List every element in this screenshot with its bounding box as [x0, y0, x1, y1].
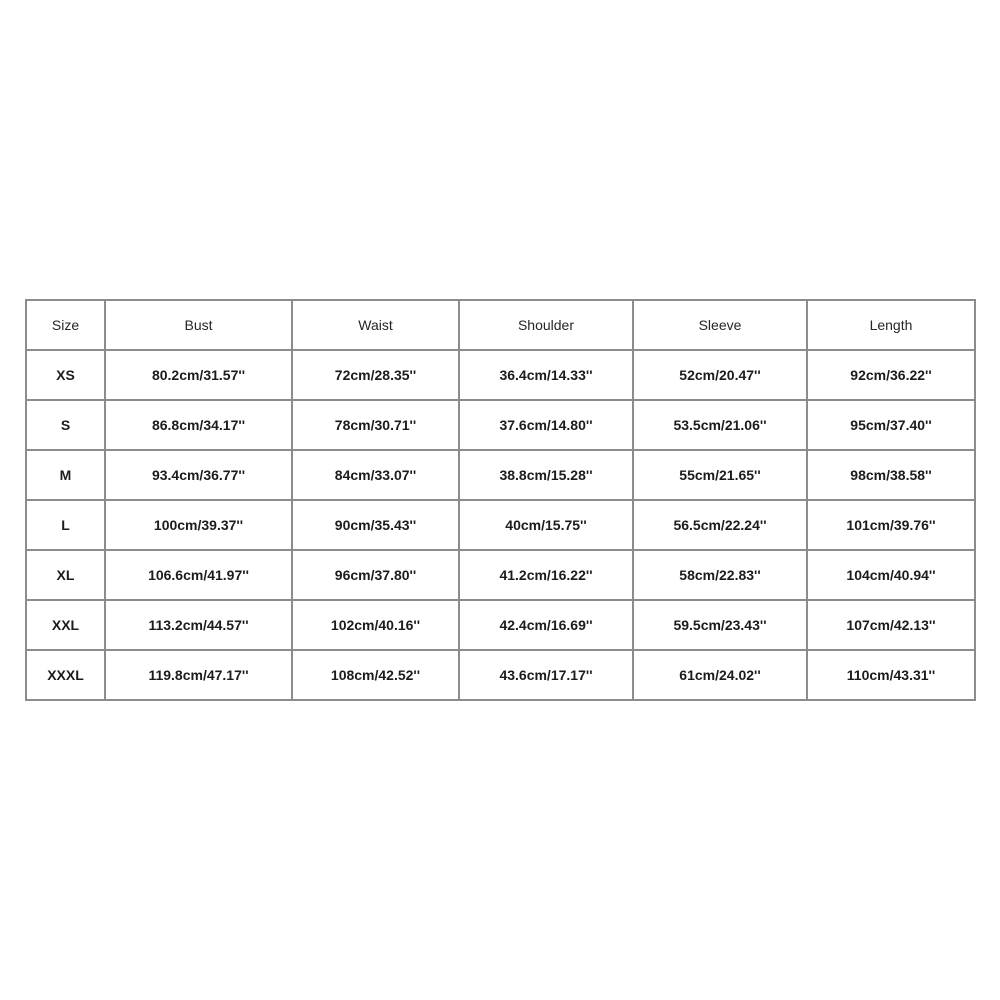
- sleeve-cell: 56.5cm/22.24'': [633, 500, 807, 550]
- size-cell: S: [26, 400, 105, 450]
- size-chart-table: [25, 299, 976, 701]
- header-row: [26, 300, 975, 350]
- bust-cell: 93.4cm/36.77'': [105, 450, 292, 500]
- length-cell: 101cm/39.76'': [807, 500, 975, 550]
- waist-cell: 96cm/37.80'': [292, 550, 459, 600]
- sleeve-cell: 59.5cm/23.43'': [633, 600, 807, 650]
- header-shoulder: Shoulder: [459, 300, 633, 350]
- size-cell: XS: [26, 350, 105, 400]
- length-cell: 98cm/38.58'': [807, 450, 975, 500]
- shoulder-cell: 40cm/15.75'': [459, 500, 633, 550]
- waist-cell: 108cm/42.52'': [292, 650, 459, 700]
- shoulder-cell: 36.4cm/14.33'': [459, 350, 633, 400]
- header-sleeve: Sleeve: [633, 300, 807, 350]
- bust-cell: 119.8cm/47.17'': [105, 650, 292, 700]
- sleeve-cell: 53.5cm/21.06'': [633, 400, 807, 450]
- bust-cell: 80.2cm/31.57'': [105, 350, 292, 400]
- size-chart-body: [26, 350, 975, 700]
- shoulder-cell: 37.6cm/14.80'': [459, 400, 633, 450]
- bust-cell: 100cm/39.37'': [105, 500, 292, 550]
- size-chart-header: [26, 300, 975, 350]
- sleeve-cell: 58cm/22.83'': [633, 550, 807, 600]
- waist-cell: 84cm/33.07'': [292, 450, 459, 500]
- length-cell: 110cm/43.31'': [807, 650, 975, 700]
- header-bust: Bust: [105, 300, 292, 350]
- sleeve-cell: 52cm/20.47'': [633, 350, 807, 400]
- sleeve-cell: 55cm/21.65'': [633, 450, 807, 500]
- header-waist: Waist: [292, 300, 459, 350]
- size-cell: M: [26, 450, 105, 500]
- shoulder-cell: 43.6cm/17.17'': [459, 650, 633, 700]
- shoulder-cell: 41.2cm/16.22'': [459, 550, 633, 600]
- table-row: [26, 400, 975, 450]
- length-cell: 107cm/42.13'': [807, 600, 975, 650]
- size-cell: XXXL: [26, 650, 105, 700]
- table-row: [26, 600, 975, 650]
- table-row: [26, 350, 975, 400]
- table-row: [26, 650, 975, 700]
- table-row: [26, 550, 975, 600]
- table-row: [26, 450, 975, 500]
- bust-cell: 106.6cm/41.97'': [105, 550, 292, 600]
- header-length: Length: [807, 300, 975, 350]
- header-size: Size: [26, 300, 105, 350]
- length-cell: 92cm/36.22'': [807, 350, 975, 400]
- bust-cell: 113.2cm/44.57'': [105, 600, 292, 650]
- shoulder-cell: 38.8cm/15.28'': [459, 450, 633, 500]
- waist-cell: 78cm/30.71'': [292, 400, 459, 450]
- bust-cell: 86.8cm/34.17'': [105, 400, 292, 450]
- size-cell: XXL: [26, 600, 105, 650]
- length-cell: 95cm/37.40'': [807, 400, 975, 450]
- shoulder-cell: 42.4cm/16.69'': [459, 600, 633, 650]
- sleeve-cell: 61cm/24.02'': [633, 650, 807, 700]
- size-cell: XL: [26, 550, 105, 600]
- length-cell: 104cm/40.94'': [807, 550, 975, 600]
- waist-cell: 102cm/40.16'': [292, 600, 459, 650]
- table-row: [26, 500, 975, 550]
- waist-cell: 72cm/28.35'': [292, 350, 459, 400]
- size-cell: L: [26, 500, 105, 550]
- waist-cell: 90cm/35.43'': [292, 500, 459, 550]
